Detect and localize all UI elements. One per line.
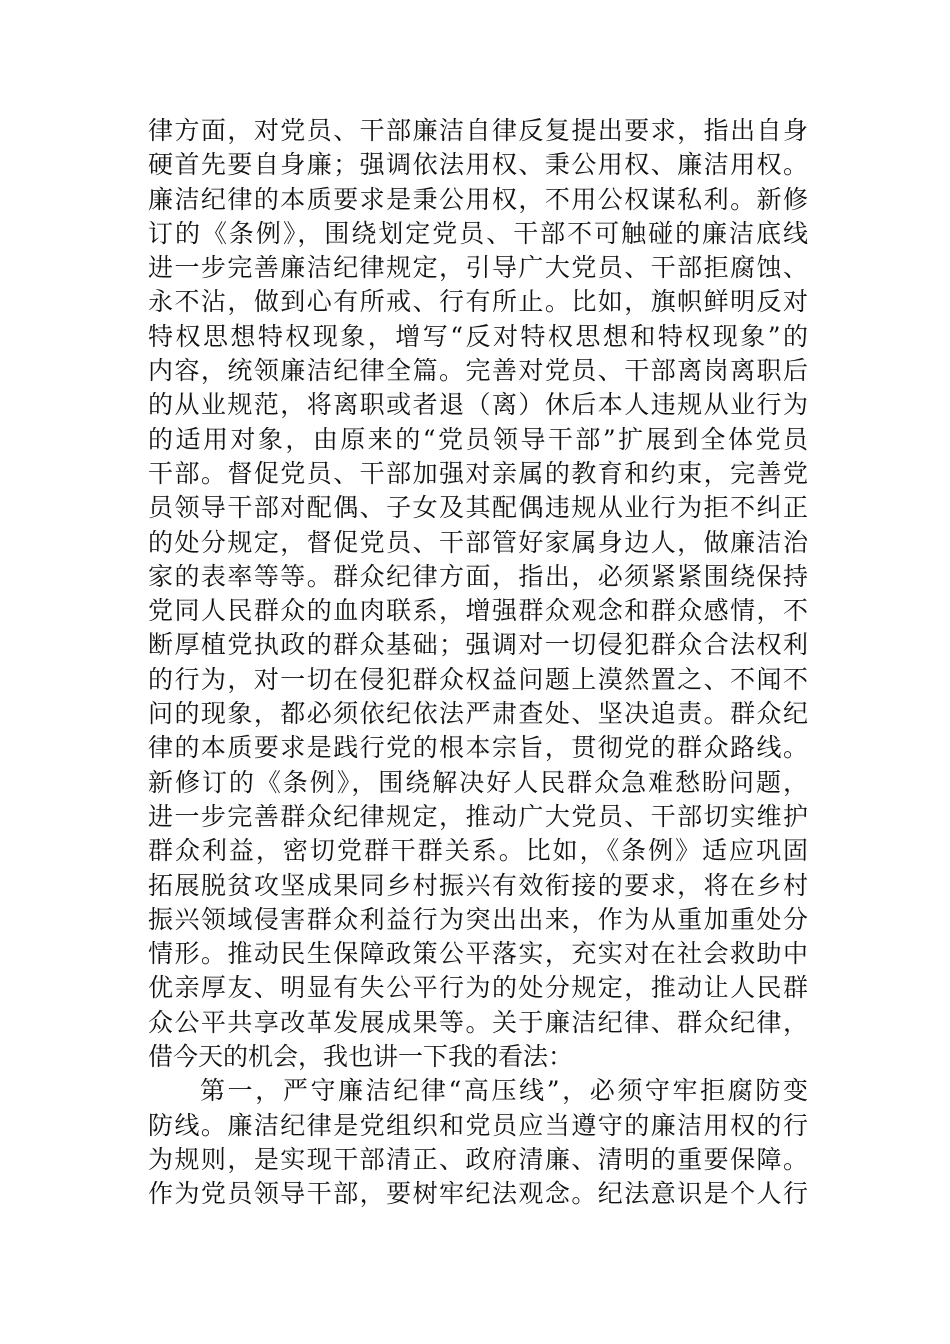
- text-line-17: 的行为，对一切在侵犯群众权益问题上漠然置之、不闻不: [148, 664, 808, 694]
- text-line-10: 的适用对象，由原来的“党员领导干部”扩展到全体党员: [148, 424, 808, 454]
- text-line-14: 家的表率等等。群众纪律方面，指出，必须紧紧围绕保持: [148, 561, 808, 591]
- text-line-27: 众公平共享改革发展成果等。关于廉洁纪律、群众纪律，: [148, 1007, 808, 1037]
- text-line-3: 廉洁纪律的本质要求是秉公用权，不用公权谋私利。新修: [148, 184, 808, 214]
- body-text: [148, 114, 808, 1212]
- text-line-11: 干部。督促党员、干部加强对亲属的教育和约束，完善党: [148, 458, 808, 488]
- text-line-31: 为规则，是实现干部清正、政府清廉、清明的重要保障。: [148, 1144, 808, 1174]
- text-line-24: 振兴领域侵害群众利益行为突出出来，作为从重加重处分: [148, 904, 808, 934]
- text-line-25: 情形。推动民生保障政策公平落实，充实对在社会救助中: [148, 939, 808, 969]
- text-line-29: 第一，严守廉洁纪律“高压线”，必须守牢拒腐防变: [200, 1076, 808, 1106]
- text-line-13: 的处分规定，督促党员、干部管好家属身边人，做廉洁治: [148, 527, 808, 557]
- text-line-15: 党同人民群众的血肉联系，增强群众观念和群众感情，不: [148, 596, 808, 626]
- text-line-4: 订的《条例》，围绕划定党员、干部不可触碰的廉洁底线: [148, 218, 808, 248]
- text-line-1: 律方面，对党员、干部廉洁自律反复提出要求，指出自身: [148, 116, 808, 145]
- text-line-9: 的从业规范，将离职或者退（离）休后本人违规从业行为: [148, 390, 808, 420]
- text-line-16: 断厚植党执政的群众基础；强调对一切侵犯群众合法权利: [148, 630, 808, 660]
- text-line-32: 作为党员领导干部，要树牢纪法观念。纪法意识是个人行: [148, 1179, 808, 1209]
- text-line-28: 借今天的机会，我也讲一下我的看法：: [148, 1042, 574, 1072]
- text-line-23: 拓展脱贫攻坚成果同乡村振兴有效衔接的要求，将在乡村: [148, 870, 808, 900]
- text-line-18: 问的现象，都必须依纪依法严肃查处、坚决追责。群众纪: [148, 699, 808, 729]
- text-line-19: 律的本质要求是践行党的根本宗旨，贯彻党的群众路线。: [148, 733, 808, 763]
- text-line-2: 硬首先要自身廉；强调依法用权、秉公用权、廉洁用权。: [148, 150, 808, 180]
- text-line-5: 进一步完善廉洁纪律规定，引导广大党员、干部拒腐蚀、: [148, 253, 808, 283]
- text-line-12: 员领导干部对配偶、子女及其配偶违规从业行为拒不纠正: [148, 493, 808, 523]
- text-line-21: 进一步完善群众纪律规定，推动广大党员、干部切实维护: [148, 801, 808, 831]
- text-line-6: 永不沾，做到心有所戒、行有所止。比如，旗帜鲜明反对: [148, 287, 808, 317]
- text-line-8: 内容，统领廉洁纪律全篇。完善对党员、干部离岗离职后: [148, 356, 808, 386]
- text-line-20: 新修订的《条例》，围绕解决好人民群众急难愁盼问题，: [148, 767, 808, 797]
- text-line-22: 群众利益，密切党群干群关系。比如，《条例》适应巩固: [148, 836, 808, 866]
- text-line-7: 特权思想特权现象，增写“反对特权思想和特权现象”的: [148, 321, 808, 351]
- text-line-30: 防线。廉洁纪律是党组织和党员应当遵守的廉洁用权的行: [148, 1110, 808, 1140]
- text-line-26: 优亲厚友、明显有失公平行为的处分规定，推动让人民群: [148, 973, 808, 1003]
